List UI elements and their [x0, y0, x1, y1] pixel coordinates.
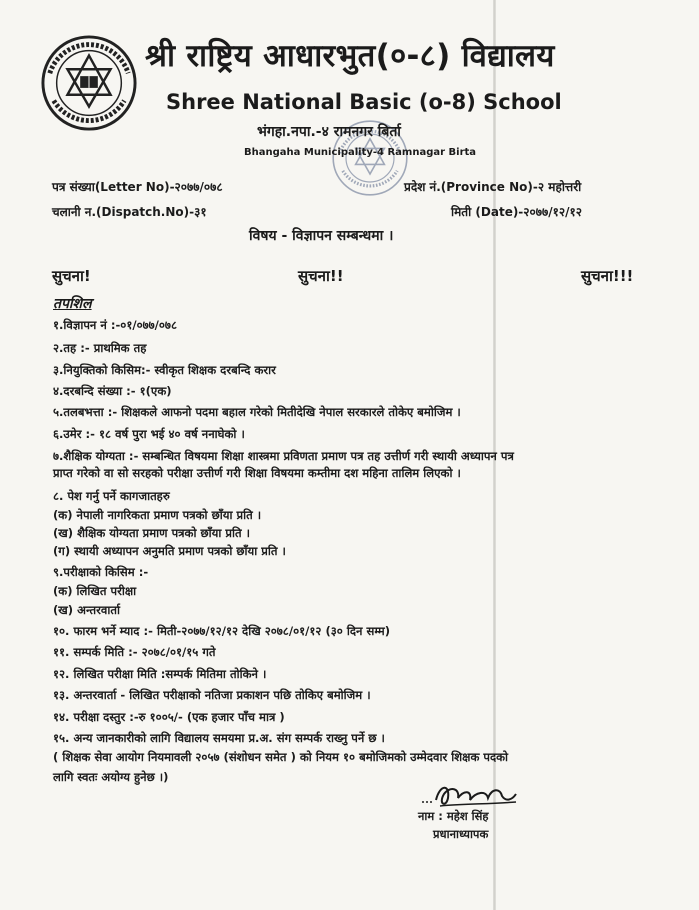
- subject-line: विषय - विज्ञापन सम्बन्धमा ।: [249, 228, 394, 244]
- detail-line: १.विज्ञापन नं :-०१/०७७/०७८: [53, 318, 177, 332]
- detail-line: ७.शैक्षिक योग्यता :- सम्बन्धित विषयमा शिक्षा शास्त्रमा प्रविणता प्रमाण पत्र तह उत्तीर्ण गरी स्थायी अध्यापन पत्र: [53, 449, 514, 463]
- detail-line: लागि स्वतः अयोग्य हुनेछ ।): [53, 770, 169, 784]
- detail-line: प्राप्त गरेको वा सो सरहको परीक्षा उत्तीर्ण गरी शिक्षा विषयमा कम्तीमा दश महिना तालिम लिएको ।: [53, 466, 461, 480]
- letter-number: पत्र संख्या(Letter No)-२०७७/०७८: [52, 180, 223, 194]
- detail-line: ३.नियुक्तिको किसिम:- स्वीकृत शिक्षक दरबन्दि करार: [53, 363, 276, 377]
- detail-line: (ख) शैक्षिक योग्यता प्रमाण पत्रको छाँया प्रति ।: [53, 526, 251, 540]
- detail-line: १५. अन्य जानकारीको लागि विद्यालय समयमा प्र.अ. संग सम्पर्क राख्नु पर्ने छ ।: [53, 731, 385, 745]
- school-address-english: Bhangaha Municipality-4 Ramnagar Birta: [244, 147, 477, 158]
- detail-line: ११. सम्पर्क मिति :- २०७८/०१/१५ गते: [53, 645, 216, 659]
- notice-heading-1: सुचना!: [52, 267, 91, 285]
- detail-line: (ख) अन्तरवार्ता: [53, 603, 120, 617]
- detail-line: १०. फारम भर्ने म्याद :- मिती-२०७७/१२/१२ देखि २०७८/०१/१२ (३० दिन सम्म): [53, 624, 391, 638]
- signatory-title: प्रधानाध्यापक: [433, 827, 489, 841]
- detail-line: (क) नेपाली नागरिकता प्रमाण पत्रको छाँया प्रति ।: [53, 508, 262, 522]
- school-address-nepali: भंगहा.नपा.-४ रामनगर बिर्ता: [257, 124, 401, 140]
- detail-line: १२. लिखित परीक्षा मिति :सम्पर्क मितिमा तोकिने ।: [53, 667, 267, 681]
- signatory-name: नाम : महेश सिंह: [418, 809, 489, 823]
- detail-line: (क) लिखित परीक्षा: [53, 584, 137, 598]
- detail-line: ६.उमेर :- १८ वर्ष पुरा भई ४० वर्ष ननाघेको ।: [53, 427, 245, 441]
- handwritten-signature-icon: [420, 780, 520, 812]
- detail-line: ( शिक्षक सेवा आयोग नियमावली २०५७ (संशोधन समेत ) को नियम १० बमोजिमको उम्मेदवार शिक्षक पदको: [53, 750, 509, 764]
- detail-line: ९.परीक्षाको किसिम :-: [53, 565, 149, 579]
- detail-line: १३. अन्तरवार्ता - लिखित परीक्षाको नतिजा प्रकाशन पछि तोकिए बमोजिम ।: [53, 688, 371, 702]
- school-seal-icon: [40, 34, 138, 132]
- detail-line: १४. परीक्षा दस्तुर :-रु १००५/- (एक हजार पाँच मात्र ): [53, 710, 285, 724]
- detail-line: ४.दरबन्दि संख्या :- १(एक): [53, 384, 172, 398]
- detail-line: २.तह :- प्राथमिक तह: [53, 341, 147, 355]
- school-title-english: Shree National Basic (o-8) School: [166, 90, 562, 114]
- notice-heading-3: सुचना!!!: [581, 267, 634, 285]
- detail-line: ५.तलबभत्ता :- शिक्षकले आफनो पदमा बहाल गरेको मितीदेखि नेपाल सरकारले तोकेए बमोजिम ।: [53, 405, 461, 419]
- detail-line: (ग) स्थायी अध्यापन अनुमति प्रमाण पत्रको छाँया प्रति ।: [53, 544, 286, 558]
- province-number: प्रदेश नं.(Province No)-२ महोत्तरी: [404, 180, 582, 194]
- detail-line: ८. पेश गर्नु पर्ने कागजातहरु: [53, 489, 170, 503]
- dispatch-number: चलानी न.(Dispatch.No)-३१: [52, 205, 207, 219]
- notice-heading-2: सुचना!!: [298, 267, 344, 285]
- letter-date: मिती (Date)-२०७७/१२/१२: [451, 205, 582, 219]
- school-title-nepali: श्री राष्ट्रिय आधारभुत(०-८) विद्यालय: [145, 38, 555, 74]
- details-heading: तपशिल: [53, 296, 92, 312]
